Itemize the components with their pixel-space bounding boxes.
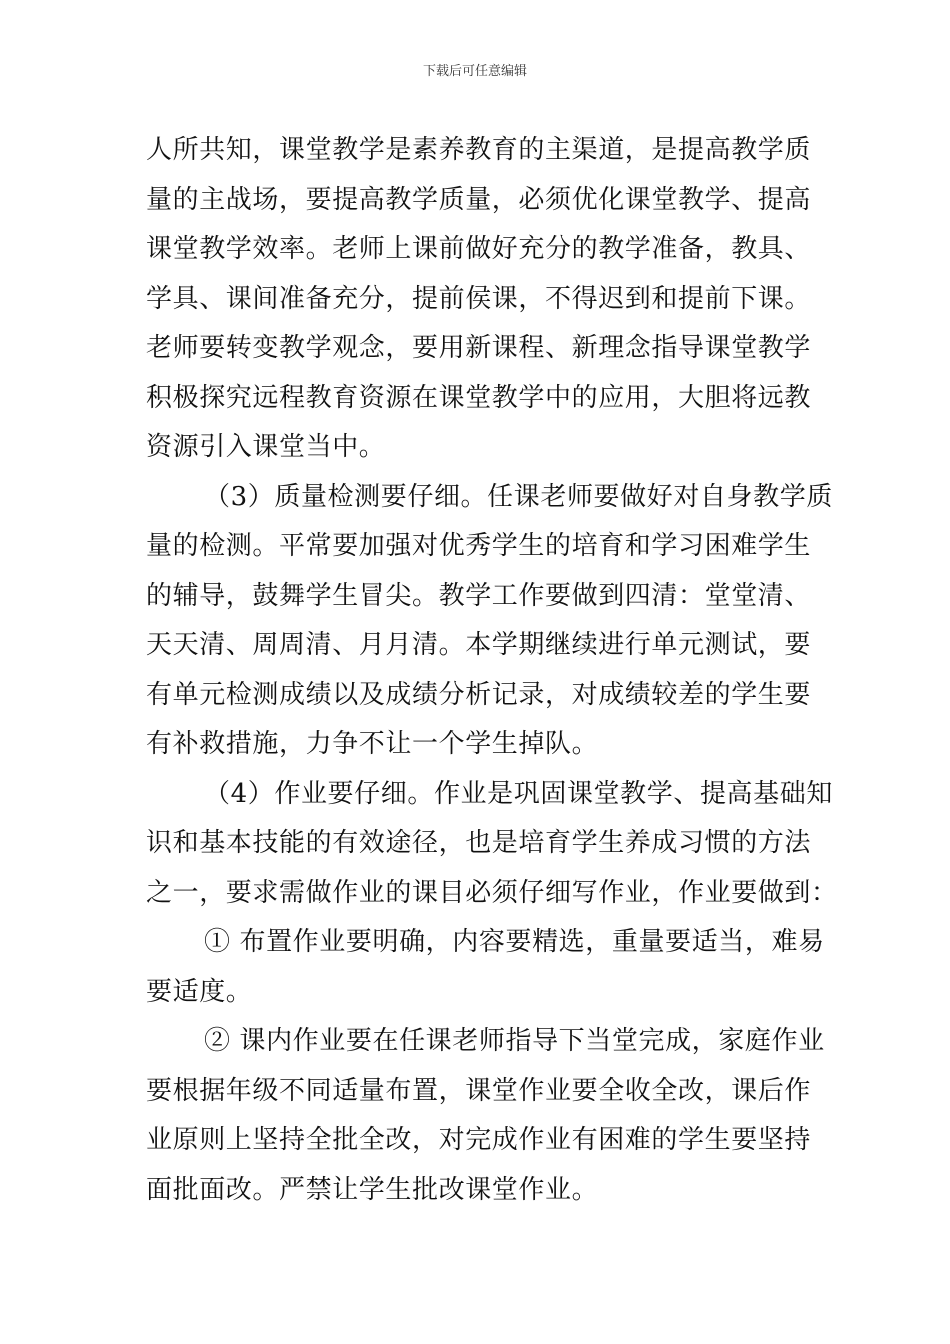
- paragraph-line: ① 布置作业要明确，内容要精选，重量要适当，难易: [204, 927, 825, 957]
- paragraph-line: 的辅导，鼓舞学生冒尖。教学工作要做到四清：堂堂清、: [146, 580, 812, 611]
- paragraph-line: 面批面改。严禁让学生批改课堂作业。: [146, 1174, 599, 1205]
- paragraph-line: 学具、课间准备充分，提前侯课，不得迟到和提前下课。: [146, 283, 812, 314]
- paragraph-line: 要根据年级不同适量布置，课堂作业要全收全改，课后作: [146, 1075, 812, 1106]
- paragraph-line: 老师要转变教学观念，要用新课程、新理念指导课堂教学: [146, 333, 812, 363]
- paragraph-line: （4）作业要仔细。作业是巩固课堂教学、提高基础知: [204, 778, 833, 809]
- paragraph-line: ② 课内作业要在任课老师指导下当堂完成，家庭作业: [204, 1026, 825, 1056]
- paragraph-line: 识和基本技能的有效途径，也是培育学生养成习惯的方法: [146, 828, 812, 858]
- paragraph-line: 积极探究远程教育资源在课堂教学中的应用，大胆将远教: [146, 382, 812, 413]
- paragraph-line: 要适度。: [146, 976, 253, 1007]
- paragraph-line: 量的检测。平常要加强对优秀学生的培育和学习困难学生: [146, 531, 812, 561]
- paragraph-line: 天天清、周周清、月月清。本学期继续进行单元测试，要: [146, 630, 812, 660]
- paragraph-line: 课堂教学效率。老师上课前做好充分的教学准备，教具、: [146, 234, 812, 264]
- page-header: 下载后可任意编辑: [422, 64, 527, 79]
- paragraph-line: 有单元检测成绩以及成绩分析记录，对成绩较差的学生要: [146, 679, 812, 710]
- paragraph-line: 有补救措施，力争不让一个学生掉队。: [146, 729, 599, 759]
- document-body: [146, 126, 838, 1215]
- paragraph-line: 资源引入课堂当中。: [146, 432, 386, 462]
- paragraph-line: 人所共知，课堂教学是素养教育的主渠道，是提高教学质: [146, 135, 812, 165]
- paragraph-line: 业原则上坚持全批全改，对完成作业有困难的学生要坚持: [146, 1125, 812, 1155]
- paragraph-line: 量的主战场，要提高教学质量，必须优化课堂教学、提高: [146, 184, 812, 215]
- paragraph-line: 之一，要求需做作业的课目必须仔细写作业，作业要做到：: [146, 877, 838, 908]
- paragraph-line: （3）质量检测要仔细。任课老师要做好对自身教学质: [204, 481, 833, 512]
